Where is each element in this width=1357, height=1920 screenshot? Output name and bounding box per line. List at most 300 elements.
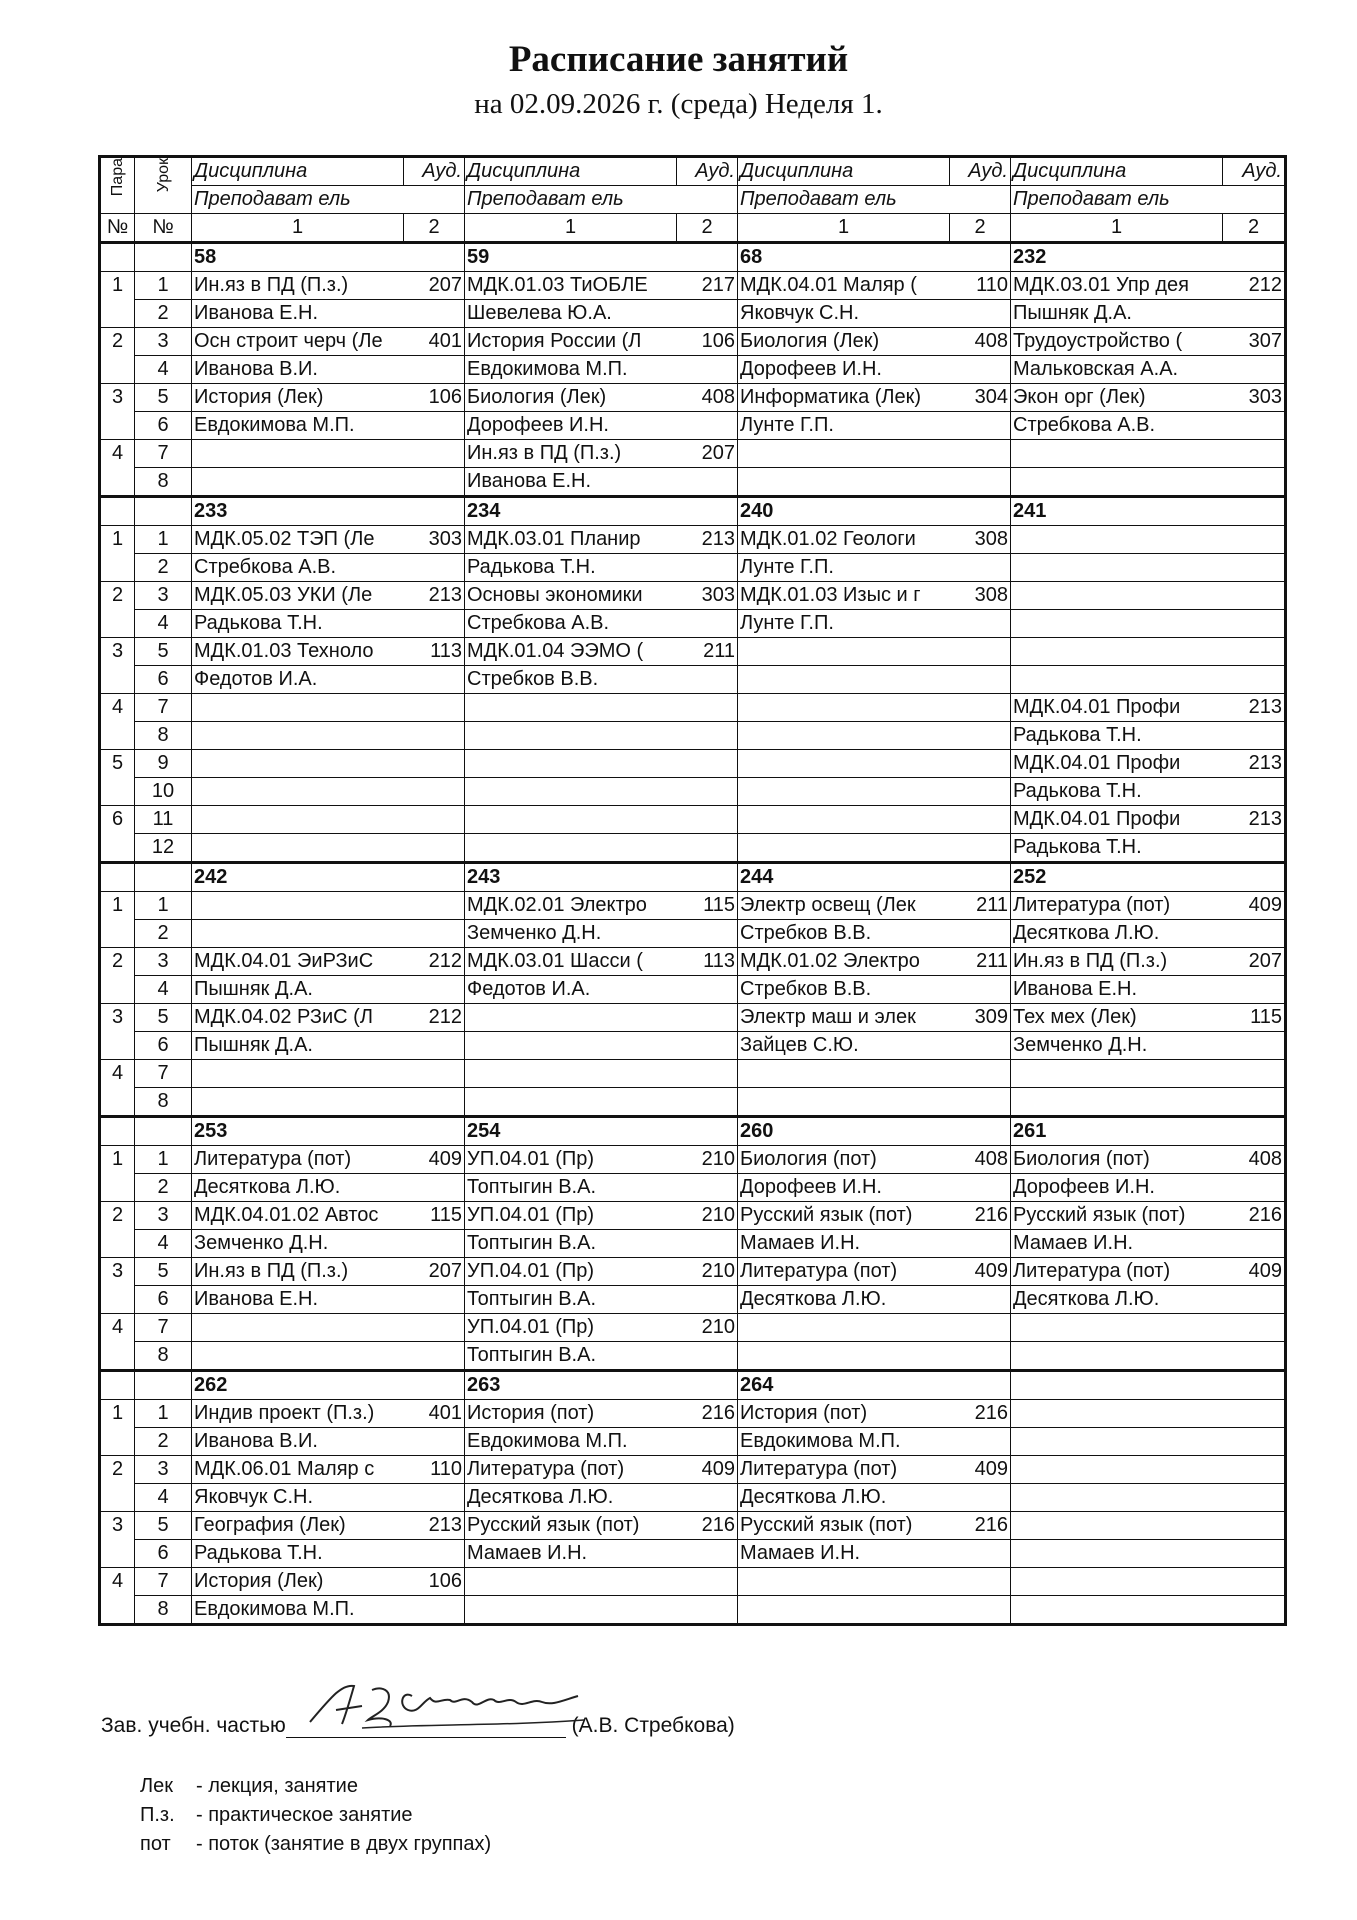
discipline — [1011, 1060, 1223, 1088]
lesson-number: 4 — [135, 976, 192, 1004]
discipline: История (Лек) — [192, 384, 404, 412]
discipline — [192, 892, 404, 920]
discipline — [1011, 440, 1223, 468]
group-number: 241 — [1011, 497, 1286, 526]
teacher: Яковчук С.Н. — [738, 300, 1011, 328]
discipline: Литература (пот) — [738, 1258, 950, 1286]
header-discipline: Дисциплина — [465, 157, 677, 186]
lesson-number: 5 — [135, 1512, 192, 1540]
teacher: Стребкова А.В. — [465, 610, 738, 638]
teacher: Стребкова А.В. — [192, 554, 465, 582]
lesson-number: 3 — [135, 1202, 192, 1230]
pair-number: 4 — [100, 1060, 135, 1117]
lesson-number: 5 — [135, 384, 192, 412]
teacher: Дорофеев И.Н. — [738, 356, 1011, 384]
auditorium: 207 — [404, 1258, 465, 1286]
discipline: Ин.яз в ПД (П.з.) — [192, 272, 404, 300]
blank-cell — [100, 863, 135, 892]
pair-number: 1 — [100, 526, 135, 582]
lesson-number: 1 — [135, 526, 192, 554]
auditorium: 216 — [950, 1400, 1011, 1428]
lesson-number: 7 — [135, 1060, 192, 1088]
auditorium: 409 — [404, 1146, 465, 1174]
auditorium: 408 — [677, 384, 738, 412]
pair-number: 2 — [100, 1202, 135, 1258]
group-number: 262 — [192, 1371, 465, 1400]
discipline: УП.04.01 (Пр) — [465, 1258, 677, 1286]
legend-item — [140, 1772, 491, 1801]
discipline — [738, 694, 950, 722]
teacher: Евдокимова М.П. — [465, 356, 738, 384]
teacher: Иванова Е.Н. — [192, 1286, 465, 1314]
auditorium: 210 — [677, 1146, 738, 1174]
lesson-number: 1 — [135, 1146, 192, 1174]
auditorium — [1223, 526, 1286, 554]
discipline — [192, 440, 404, 468]
pair-number: 2 — [100, 328, 135, 384]
lesson-number: 6 — [135, 666, 192, 694]
auditorium: 213 — [1223, 694, 1286, 722]
teacher: Лунте Г.П. — [738, 554, 1011, 582]
lesson-number: 7 — [135, 1314, 192, 1342]
auditorium: 113 — [677, 948, 738, 976]
teacher: Дорофеев И.Н. — [738, 1174, 1011, 1202]
teacher — [192, 1088, 465, 1117]
discipline: Биология (пот) — [1011, 1146, 1223, 1174]
auditorium: 409 — [950, 1456, 1011, 1484]
auditorium — [1223, 1400, 1286, 1428]
discipline: Осн строит черч (Ле — [192, 328, 404, 356]
page-subtitle: на 02.09.2026 г. (среда) Неделя 1. — [474, 88, 883, 120]
teacher: Топтыгин В.А. — [465, 1342, 738, 1371]
teacher — [738, 834, 1011, 863]
auditorium: 212 — [404, 1004, 465, 1032]
auditorium — [404, 440, 465, 468]
teacher: Мамаев И.Н. — [1011, 1230, 1286, 1258]
teacher: Иванова Е.Н. — [465, 468, 738, 497]
pair-number: 3 — [100, 384, 135, 440]
teacher — [738, 468, 1011, 497]
discipline: Трудоустройство ( — [1011, 328, 1223, 356]
discipline: Биология (Лек) — [738, 328, 950, 356]
teacher: Иванова В.И. — [192, 356, 465, 384]
teacher: Топтыгин В.А. — [465, 1286, 738, 1314]
discipline: УП.04.01 (Пр) — [465, 1314, 677, 1342]
pair-number: 3 — [100, 1258, 135, 1314]
teacher: Стребков В.В. — [465, 666, 738, 694]
auditorium: 213 — [404, 582, 465, 610]
header-auditorium: Ауд. — [677, 157, 738, 186]
teacher: Земченко Д.Н. — [1011, 1032, 1286, 1060]
header-subgroup-2: 2 — [950, 214, 1011, 243]
auditorium: 115 — [1223, 1004, 1286, 1032]
discipline: Ин.яз в ПД (П.з.) — [465, 440, 677, 468]
auditorium: 409 — [950, 1258, 1011, 1286]
teacher — [192, 468, 465, 497]
discipline — [738, 750, 950, 778]
discipline: УП.04.01 (Пр) — [465, 1146, 677, 1174]
header-no: № — [135, 214, 192, 243]
auditorium: 213 — [1223, 750, 1286, 778]
lesson-number: 8 — [135, 1342, 192, 1371]
blank-cell — [100, 243, 135, 272]
auditorium: 211 — [677, 638, 738, 666]
teacher — [1011, 1540, 1286, 1568]
discipline: УП.04.01 (Пр) — [465, 1202, 677, 1230]
teacher: Радькова Т.Н. — [1011, 722, 1286, 750]
group-number: 252 — [1011, 863, 1286, 892]
teacher — [192, 1342, 465, 1371]
teacher: Шевелева Ю.А. — [465, 300, 738, 328]
auditorium: 207 — [1223, 948, 1286, 976]
group-number: 261 — [1011, 1117, 1286, 1146]
teacher: Мамаев И.Н. — [465, 1540, 738, 1568]
auditorium — [1223, 582, 1286, 610]
auditorium: 409 — [677, 1456, 738, 1484]
teacher — [738, 1342, 1011, 1371]
discipline — [465, 1004, 677, 1032]
handwritten-signature — [302, 1676, 592, 1736]
teacher: Иванова В.И. — [192, 1428, 465, 1456]
pair-number: 1 — [100, 272, 135, 328]
header-para: Пара — [100, 157, 135, 214]
discipline — [192, 750, 404, 778]
teacher: Евдокимова М.П. — [192, 412, 465, 440]
lesson-number: 2 — [135, 554, 192, 582]
teacher — [465, 1088, 738, 1117]
blank-cell — [135, 1117, 192, 1146]
group-number: 263 — [465, 1371, 738, 1400]
discipline: МДК.05.03 УКИ (Ле — [192, 582, 404, 610]
lesson-number: 10 — [135, 778, 192, 806]
pair-number: 3 — [100, 1004, 135, 1060]
teacher — [192, 834, 465, 863]
discipline: Русский язык (пот) — [738, 1512, 950, 1540]
auditorium: 308 — [950, 526, 1011, 554]
discipline: Основы экономики — [465, 582, 677, 610]
discipline: Тех мех (Лек) — [1011, 1004, 1223, 1032]
auditorium: 113 — [404, 638, 465, 666]
group-number: 244 — [738, 863, 1011, 892]
auditorium: 213 — [404, 1512, 465, 1540]
teacher: Федотов И.А. — [192, 666, 465, 694]
header-teacher: Преподават ель — [465, 186, 738, 214]
discipline — [738, 638, 950, 666]
auditorium: 408 — [950, 1146, 1011, 1174]
legend-value: - поток (занятие в двух группах) — [196, 1833, 492, 1855]
auditorium — [1223, 1060, 1286, 1088]
header-auditorium: Ауд. — [950, 157, 1011, 186]
discipline: МДК.03.01 Шасси ( — [465, 948, 677, 976]
teacher — [738, 1088, 1011, 1117]
discipline: Электр освещ (Лек — [738, 892, 950, 920]
group-number: 260 — [738, 1117, 1011, 1146]
teacher: Радькова Т.Н. — [192, 1540, 465, 1568]
auditorium: 210 — [677, 1258, 738, 1286]
teacher: Мальковская А.А. — [1011, 356, 1286, 384]
discipline: Ин.яз в ПД (П.з.) — [1011, 948, 1223, 976]
teacher: Евдокимова М.П. — [192, 1596, 465, 1625]
lesson-number: 9 — [135, 750, 192, 778]
teacher: Радькова Т.Н. — [1011, 778, 1286, 806]
auditorium — [1223, 1314, 1286, 1342]
auditorium: 213 — [1223, 806, 1286, 834]
auditorium: 110 — [404, 1456, 465, 1484]
discipline: МДК.02.01 Электро — [465, 892, 677, 920]
teacher — [465, 834, 738, 863]
auditorium: 216 — [1223, 1202, 1286, 1230]
discipline: История России (Л — [465, 328, 677, 356]
legend-item — [140, 1801, 491, 1830]
auditorium: 401 — [404, 328, 465, 356]
auditorium — [677, 694, 738, 722]
auditorium: 308 — [950, 582, 1011, 610]
pair-number: 2 — [100, 1456, 135, 1512]
discipline: Русский язык (пот) — [465, 1512, 677, 1540]
header-auditorium: Ауд. — [404, 157, 465, 186]
discipline: МДК.01.03 Изыс и г — [738, 582, 950, 610]
auditorium — [1223, 1512, 1286, 1540]
teacher: Дорофеев И.Н. — [1011, 1174, 1286, 1202]
lesson-number: 6 — [135, 1032, 192, 1060]
lesson-number: 3 — [135, 1456, 192, 1484]
discipline — [738, 1568, 950, 1596]
auditorium: 216 — [677, 1512, 738, 1540]
pair-number: 1 — [100, 1146, 135, 1202]
lesson-number: 6 — [135, 1286, 192, 1314]
discipline: Литература (пот) — [1011, 1258, 1223, 1286]
auditorium: 210 — [677, 1314, 738, 1342]
lesson-number: 8 — [135, 722, 192, 750]
discipline: МДК.01.04 ЭЭМО ( — [465, 638, 677, 666]
pair-number: 4 — [100, 440, 135, 497]
auditorium: 106 — [404, 384, 465, 412]
teacher: Радькова Т.Н. — [1011, 834, 1286, 863]
discipline: География (Лек) — [192, 1512, 404, 1540]
auditorium — [404, 750, 465, 778]
discipline: Ин.яз в ПД (П.з.) — [192, 1258, 404, 1286]
discipline — [738, 1060, 950, 1088]
discipline: Русский язык (пот) — [738, 1202, 950, 1230]
group-number: 59 — [465, 243, 738, 272]
legend-value: - практическое занятие — [196, 1804, 413, 1826]
teacher — [192, 920, 465, 948]
header-no: № — [100, 214, 135, 243]
header-discipline: Дисциплина — [1011, 157, 1223, 186]
discipline: Индив проект (П.з.) — [192, 1400, 404, 1428]
teacher: Радькова Т.Н. — [465, 554, 738, 582]
pair-number: 3 — [100, 1512, 135, 1568]
discipline — [465, 750, 677, 778]
teacher: Иванова Е.Н. — [192, 300, 465, 328]
blank-cell — [100, 1117, 135, 1146]
teacher — [1011, 1428, 1286, 1456]
auditorium: 303 — [404, 526, 465, 554]
auditorium: 307 — [1223, 328, 1286, 356]
header-subgroup-2: 2 — [1223, 214, 1286, 243]
lesson-number: 5 — [135, 1004, 192, 1032]
auditorium — [677, 750, 738, 778]
auditorium — [1223, 440, 1286, 468]
auditorium: 303 — [677, 582, 738, 610]
lesson-number: 1 — [135, 272, 192, 300]
discipline — [465, 806, 677, 834]
discipline: Литература (пот) — [738, 1456, 950, 1484]
legend-value: - лекция, занятие — [196, 1775, 358, 1797]
discipline: МДК.05.02 ТЭП (Ле — [192, 526, 404, 554]
discipline — [192, 694, 404, 722]
lesson-number: 11 — [135, 806, 192, 834]
group-number: 234 — [465, 497, 738, 526]
auditorium: 115 — [677, 892, 738, 920]
discipline: Биология (Лек) — [465, 384, 677, 412]
auditorium: 211 — [950, 892, 1011, 920]
auditorium — [677, 1568, 738, 1596]
teacher — [1011, 554, 1286, 582]
teacher: Десяткова Л.Ю. — [738, 1484, 1011, 1512]
lesson-number: 4 — [135, 610, 192, 638]
teacher — [465, 778, 738, 806]
discipline: МДК.04.01.02 Автос — [192, 1202, 404, 1230]
lesson-number: 4 — [135, 356, 192, 384]
discipline — [465, 694, 677, 722]
auditorium: 216 — [950, 1512, 1011, 1540]
auditorium — [950, 806, 1011, 834]
group-number — [1011, 1371, 1286, 1400]
auditorium: 217 — [677, 272, 738, 300]
header-teacher: Преподават ель — [192, 186, 465, 214]
discipline: История (пот) — [738, 1400, 950, 1428]
discipline: МДК.04.01 ЭиРЗиС — [192, 948, 404, 976]
lesson-number: 4 — [135, 1230, 192, 1258]
auditorium — [404, 892, 465, 920]
auditorium — [950, 694, 1011, 722]
discipline: Русский язык (пот) — [1011, 1202, 1223, 1230]
pair-number: 2 — [100, 582, 135, 638]
header-subgroup-1: 1 — [465, 214, 677, 243]
blank-cell — [100, 497, 135, 526]
group-number: 243 — [465, 863, 738, 892]
header-subgroup-2: 2 — [404, 214, 465, 243]
lesson-number: 7 — [135, 440, 192, 468]
group-number: 233 — [192, 497, 465, 526]
teacher: Десяткова Л.Ю. — [465, 1484, 738, 1512]
discipline — [738, 440, 950, 468]
discipline: Информатика (Лек) — [738, 384, 950, 412]
pair-number: 4 — [100, 1314, 135, 1371]
teacher — [1011, 610, 1286, 638]
auditorium: 409 — [1223, 1258, 1286, 1286]
discipline — [738, 806, 950, 834]
discipline: История (Лек) — [192, 1568, 404, 1596]
auditorium: 401 — [404, 1400, 465, 1428]
auditorium — [1223, 1568, 1286, 1596]
group-number: 253 — [192, 1117, 465, 1146]
discipline: МДК.03.01 Планир — [465, 526, 677, 554]
discipline — [465, 1568, 677, 1596]
auditorium: 212 — [404, 948, 465, 976]
footer-label: Зав. учебн. частью — [101, 1714, 286, 1737]
auditorium — [950, 750, 1011, 778]
teacher: Евдокимова М.П. — [738, 1428, 1011, 1456]
teacher: Мамаев И.Н. — [738, 1540, 1011, 1568]
discipline: МДК.04.01 Профи — [1011, 694, 1223, 722]
teacher — [1011, 1596, 1286, 1625]
teacher: Земченко Д.Н. — [465, 920, 738, 948]
header-auditorium: Ауд. — [1223, 157, 1286, 186]
teacher — [465, 1596, 738, 1625]
discipline: Литература (пот) — [465, 1456, 677, 1484]
lesson-number: 1 — [135, 892, 192, 920]
teacher: Иванова Е.Н. — [1011, 976, 1286, 1004]
auditorium — [950, 440, 1011, 468]
teacher: Лунте Г.П. — [738, 412, 1011, 440]
lesson-number: 5 — [135, 638, 192, 666]
teacher: Пышняк Д.А. — [192, 976, 465, 1004]
auditorium — [950, 1314, 1011, 1342]
legend-item — [140, 1830, 491, 1859]
lesson-number: 6 — [135, 412, 192, 440]
blank-cell — [135, 243, 192, 272]
discipline: МДК.04.02 РЗиС (Л — [192, 1004, 404, 1032]
pair-number: 1 — [100, 1400, 135, 1456]
teacher: Десяткова Л.Ю. — [1011, 1286, 1286, 1314]
auditorium: 408 — [950, 328, 1011, 356]
discipline — [1011, 582, 1223, 610]
auditorium: 408 — [1223, 1146, 1286, 1174]
auditorium — [1223, 1456, 1286, 1484]
pair-number: 6 — [100, 806, 135, 863]
header-subgroup-2: 2 — [677, 214, 738, 243]
auditorium: 106 — [404, 1568, 465, 1596]
lesson-number: 8 — [135, 468, 192, 497]
discipline: МДК.01.02 Электро — [738, 948, 950, 976]
teacher — [738, 1596, 1011, 1625]
teacher — [1011, 1342, 1286, 1371]
auditorium: 207 — [677, 440, 738, 468]
auditorium: 115 — [404, 1202, 465, 1230]
legend — [140, 1772, 491, 1859]
header-urok: Урок — [135, 157, 192, 214]
teacher: Мамаев И.Н. — [738, 1230, 1011, 1258]
teacher — [738, 778, 1011, 806]
header-discipline: Дисциплина — [738, 157, 950, 186]
discipline — [192, 1060, 404, 1088]
blank-cell — [100, 1371, 135, 1400]
blank-cell — [135, 497, 192, 526]
group-number: 264 — [738, 1371, 1011, 1400]
teacher: Пышняк Д.А. — [1011, 300, 1286, 328]
auditorium: 110 — [950, 272, 1011, 300]
auditorium: 303 — [1223, 384, 1286, 412]
auditorium: 304 — [950, 384, 1011, 412]
discipline: МДК.01.03 Техноло — [192, 638, 404, 666]
header-subgroup-1: 1 — [192, 214, 404, 243]
lesson-number: 6 — [135, 1540, 192, 1568]
auditorium: 211 — [950, 948, 1011, 976]
pair-number: 3 — [100, 638, 135, 694]
auditorium: 216 — [950, 1202, 1011, 1230]
discipline — [192, 1314, 404, 1342]
lesson-number: 3 — [135, 948, 192, 976]
teacher — [465, 722, 738, 750]
auditorium — [1223, 638, 1286, 666]
lesson-number: 2 — [135, 1428, 192, 1456]
discipline — [1011, 1314, 1223, 1342]
discipline: МДК.06.01 Маляр с — [192, 1456, 404, 1484]
lesson-number: 2 — [135, 920, 192, 948]
teacher: Евдокимова М.П. — [465, 1428, 738, 1456]
